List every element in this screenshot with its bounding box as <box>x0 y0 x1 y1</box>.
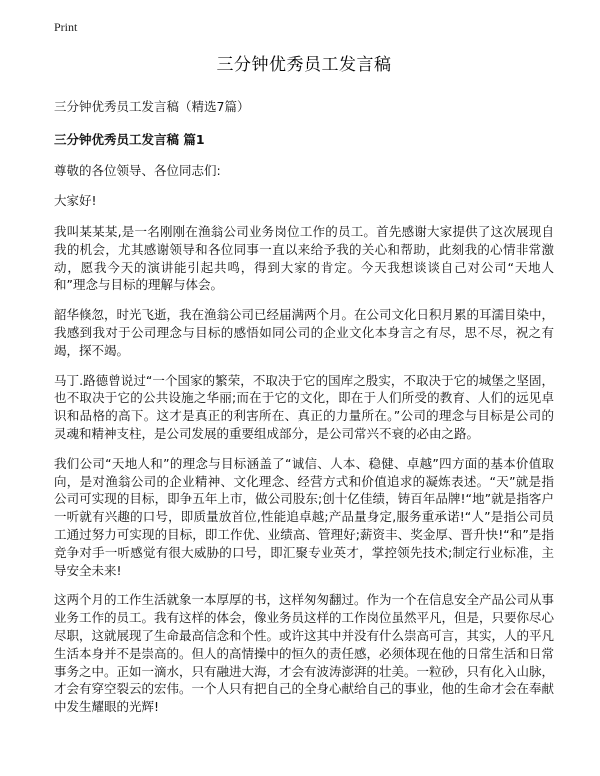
paragraph-values: 我们公司“天地人和”的理念与目标涵盖了“诚信、人本、稳健、卓越”四方面的基本价值取向，是对渔翁公司的企业精神、文化理念、经营方式和价值追求的凝炼表述。“天”就是指公司可实现的目标，即争五年上市，做公司股东;创十亿佳绩，铸百年品牌!“地”就是指客户一听就有兴趣的口号，即质量放首位,性能追卓越;产品量身定,服务重承诺!“人”是指公司员工通过努力可实现的目标，即工作优、业绩高、管理好;薪资丰、奖金厚、晋升快!“和”是指竞争对手一听感觉有很大威胁的口号，即汇聚专业英才，掌控领先技术;制定行业标准，主导安全未来! <box>54 455 554 578</box>
paragraph-time: 韶华倏忽，时光飞逝，我在渔翁公司已经届满两个月。在公司文化日积月累的耳濡目染中，我感到我对于公司理念与目标的感悟如同公司的企业文化本身言之有尽，思不尽，祝之有竭，探不竭。 <box>54 307 555 358</box>
paragraph-quote: 马丁.路德曾说过“一个国家的繁荣，不取决于它的国库之殷实，不取决于它的城堡之坚固，也不取决于它的公共设施之华丽;而在于它的文化，即在于人们所受的教育、人们的远见卓识和品格的高下。这才是真正的利害所在、真正的力量所在。”公司的理念与目标是公司的灵魂和精神支柱，是公司发展的重要组成部分，是公司常兴不衰的必由之路。 <box>54 372 554 441</box>
salutation-greeting: 大家好! <box>54 193 97 208</box>
page-title: 三分钟优秀员工发言稿 <box>216 55 392 75</box>
print-link[interactable]: Print <box>54 20 78 34</box>
document-subtitle: 三分钟优秀员工发言稿（精选7篇） <box>54 99 250 114</box>
paragraph-experience: 这两个月的工作生活就象一本厚厚的书，这样匆匆翻过。作为一个在信息安全产品公司从事业务工作的员工。我有这样的体会，像业务员这样的工作岗位虽然平凡，但是，只要你尽心尽职，这就展现了生命最高信念和个性。或许这其中并没有什么崇高可言，其实，人的平凡生活本身并不是崇高的。但人的高情操中的恒久的责任感，必须体现在他的日常生活和日常事务之中。正如一滴水，只有融进大海，才会有波涛澎湃的壮美。一粒砂，只有化入山脉，才会有穿空裂云的宏伟。一个人只有把自己的全身心献给自己的事业，他的生命才会在奉献中发生耀眼的光辉! <box>54 592 555 715</box>
section-heading: 三分钟优秀员工发言稿 篇1 <box>54 132 205 147</box>
paragraph-introduction: 我叫某某某,是一名刚刚在渔翁公司业务岗位工作的员工。首先感谢大家提供了这次展现自我的机会，尤其感谢领导和各位同事一直以来给予我的关心和帮助，此刻我的心情非常激动，愿我今天的演讲能引起共鸣，得到大家的肯定。今天我想谈谈自己对公司“天地人和”理念与目标的理解与体会。 <box>54 224 554 293</box>
salutation-leaders: 尊敬的各位领导、各位同志们: <box>54 163 221 178</box>
document-body <box>54 50 554 728</box>
